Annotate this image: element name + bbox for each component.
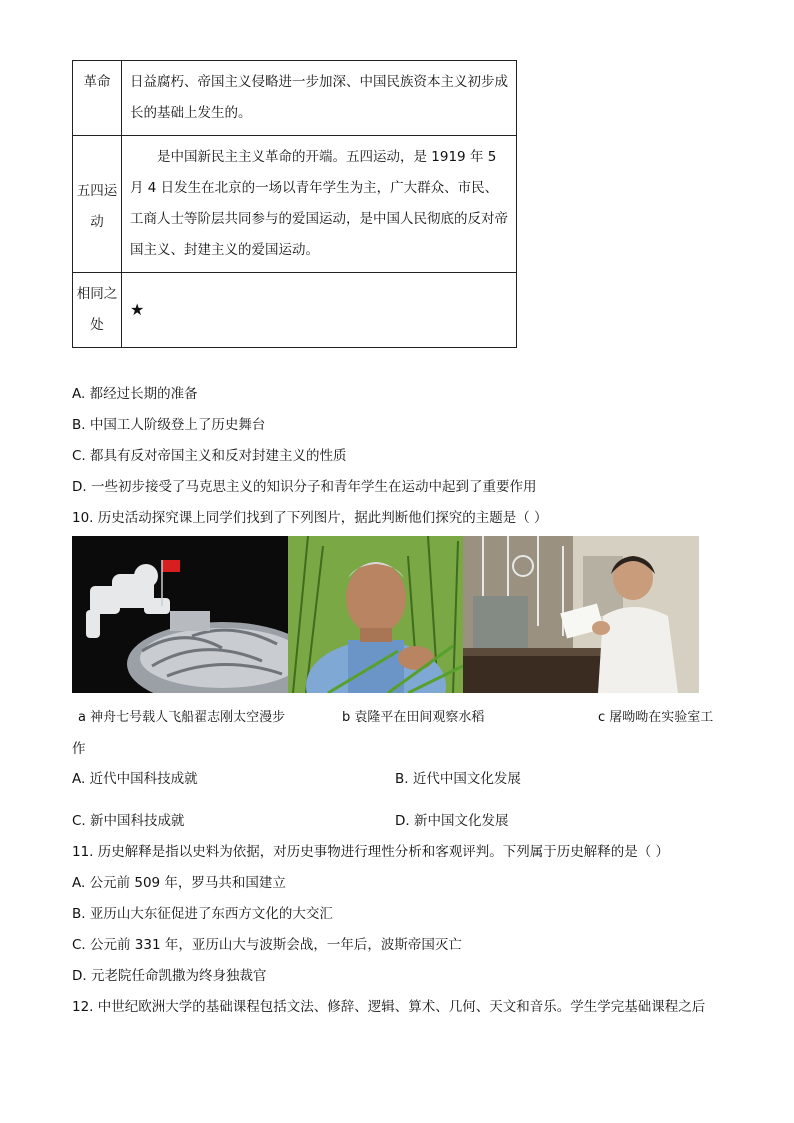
- q11-option-a: A. 公元前 509 年，罗马共和国建立: [72, 875, 286, 891]
- comparison-table: [72, 60, 517, 348]
- q10-option-d: D. 新中国文化发展: [395, 813, 509, 829]
- table-row: [73, 136, 517, 273]
- q12-stem: 12. 中世纪欧洲大学的基础课程包括文法、修辞、逻辑、算术、几何、天文和音乐。学生学完基础课程之后: [72, 999, 706, 1015]
- row-text-may-fourth: 是中国新民主主义革命的开端。五四运动，是 1919 年 5 月 4 日发生在北京的一场以青年学生为主，广大群众、市民、工商人士等阶层共同参与的爱国运动，是中国人民彻底的反对帝国主义、封建主义的爱国运动。: [122, 136, 517, 273]
- rice-field-photo: [288, 536, 463, 693]
- q9-option-c: C. 都具有反对帝国主义和反对封建主义的性质: [72, 448, 347, 464]
- table-row: [73, 273, 517, 348]
- q10-stem: 10. 历史活动探究课上同学们找到了下列图片，据此判断他们探究的主题是（ ）: [72, 510, 548, 526]
- q10-option-c: C. 新中国科技成就: [72, 813, 185, 829]
- q11-option-c: C. 公元前 331 年，亚历山大与波斯会战，一年后，波斯帝国灭亡: [72, 937, 462, 953]
- q11-option-b: B. 亚历山大东征促进了东西方文化的大交汇: [72, 906, 333, 922]
- laboratory-photo: [463, 536, 699, 693]
- caption-c-wrap: 作: [72, 741, 86, 757]
- q11-stem: 11. 历史解释是指以史料为依据，对历史事物进行理性分析和客观评判。下列属于历史解释的是（ ）: [72, 844, 670, 860]
- star-icon: ★: [130, 299, 145, 319]
- q9-option-b: B. 中国工人阶级登上了历史舞台: [72, 417, 266, 433]
- q10-option-b: B. 近代中国文化发展: [395, 771, 521, 787]
- spacewalk-photo: [72, 536, 288, 693]
- q10-option-a: A. 近代中国科技成就: [72, 771, 198, 787]
- table-row: [73, 61, 517, 136]
- row-label-may-fourth: 五四运动: [73, 136, 122, 273]
- caption-b: b 袁隆平在田间观察水稻: [342, 710, 485, 725]
- q9-option-d: D. 一些初步接受了马克思主义的知识分子和青年学生在运动中起到了重要作用: [72, 479, 537, 495]
- q9-option-a: A. 都经过长期的准备: [72, 386, 198, 402]
- caption-a: a 神舟七号载人飞船翟志刚太空漫步: [78, 710, 286, 725]
- row-label-similarity: 相同之处: [73, 273, 122, 348]
- caption-c: c 屠呦呦在实验室工: [598, 710, 714, 725]
- row-text-revolution: 日益腐朽、帝国主义侵略进一步加深、中国民族资本主义初步成长的基础上发生的。: [122, 61, 517, 136]
- q11-option-d: D. 元老院任命凯撒为终身独裁官: [72, 968, 267, 984]
- row-label-revolution: 革命: [73, 61, 122, 136]
